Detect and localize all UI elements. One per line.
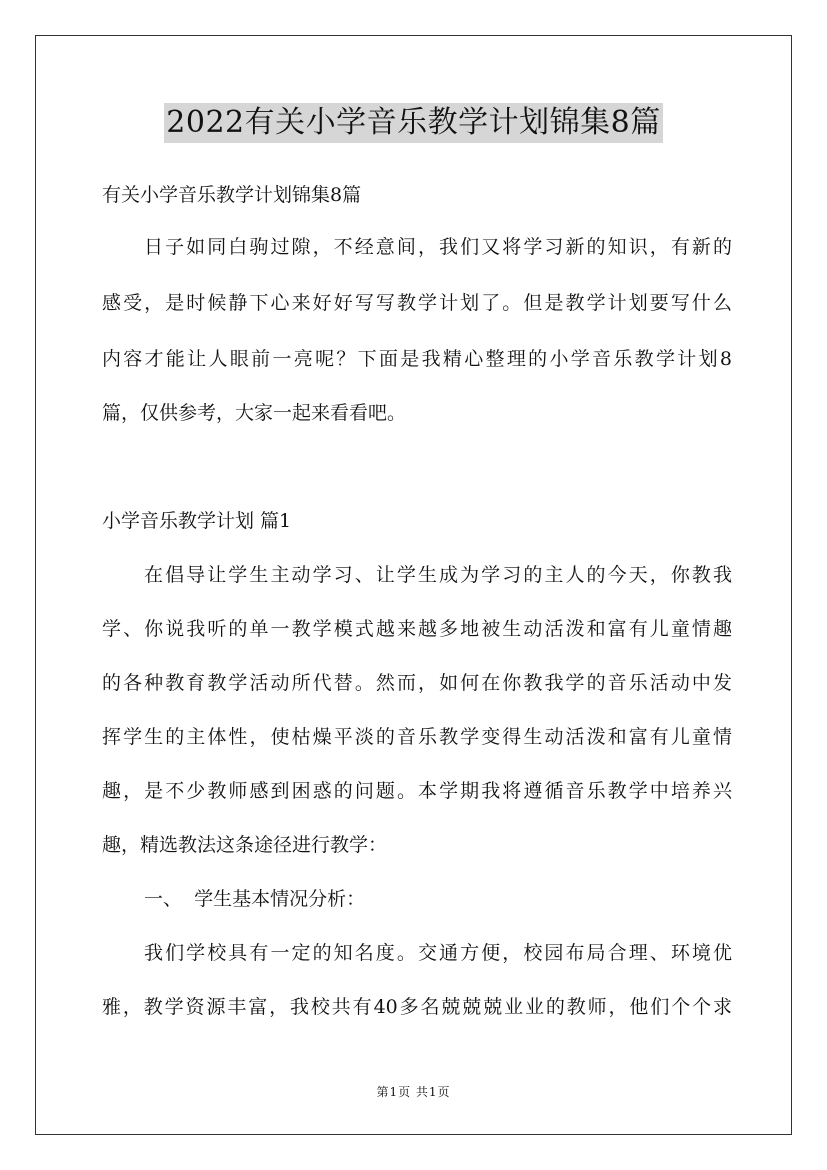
analysis-line: 我们学校具有一定的知名度。交通方便，校园布局合理、环境优 (144, 942, 732, 964)
section-line: 趣，精选教法这条途径进行教学： (102, 834, 388, 856)
title-container (0, 103, 827, 143)
section-line: 学、你说我听的单一教学模式越来越多地被生动活泼和富有儿童情趣 (102, 618, 732, 640)
intro-line: 篇，仅供参考，大家一起来看看吧。 (102, 402, 407, 424)
analysis-subheading: 一、 学生基本情况分析： (144, 888, 366, 910)
section-line: 趣，是不少教师感到困惑的问题。本学期我将遵循音乐教学中培养兴 (102, 780, 732, 802)
section-line: 的各种教育教学活动所代替。然而，如何在你教我学的音乐活动中发 (102, 672, 732, 694)
intro-line: 感受，是时候静下心来好好写写教学计划了。但是教学计划要写什么 (102, 292, 732, 314)
intro-line: 日子如同白驹过隙，不经意间，我们又将学习新的知识，有新的 (144, 236, 732, 258)
analysis-line: 雅，教学资源丰富，我校共有40多名兢兢兢业业的教师，他们个个求 (102, 996, 732, 1018)
page-footer: 第1页 共1页 (376, 1085, 451, 1099)
section-line: 挥学生的主体性，使枯燥平淡的音乐教学变得生动活泼和富有儿童情 (102, 726, 732, 748)
document-subtitle: 有关小学音乐教学计划锦集8篇 (102, 184, 362, 206)
section-heading: 小学音乐教学计划 篇1 (102, 510, 292, 532)
intro-line: 内容才能让人眼前一亮呢？下面是我精心整理的小学音乐教学计划8 (102, 348, 732, 370)
section-line: 在倡导让学生主动学习、让学生成为学习的主人的今天，你教我 (144, 564, 732, 586)
document-title: 2022有关小学音乐教学计划锦集8篇 (164, 103, 662, 143)
